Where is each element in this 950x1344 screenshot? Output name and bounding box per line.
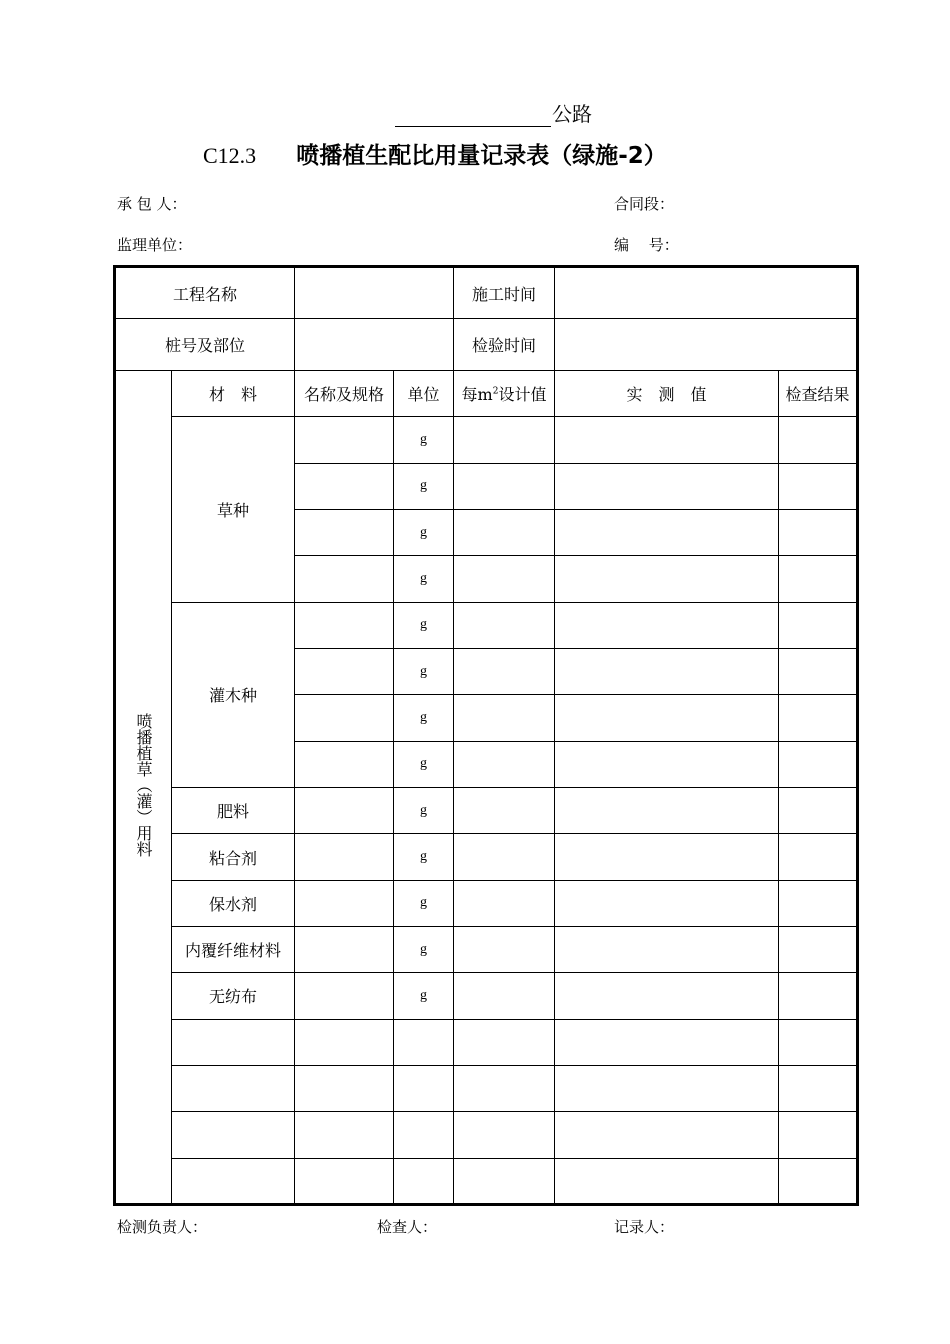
table-row	[115, 834, 858, 880]
group-fiber: 内覆纤维材料	[172, 927, 295, 973]
design-cell[interactable]	[454, 973, 555, 1019]
name-spec-cell[interactable]	[295, 510, 394, 556]
material-cell[interactable]	[172, 1065, 295, 1111]
table-row	[115, 602, 858, 648]
table-row	[115, 417, 858, 463]
result-cell[interactable]	[779, 649, 858, 695]
form-code: C12.3	[203, 143, 257, 168]
table-row	[115, 1065, 858, 1111]
result-cell[interactable]	[779, 741, 858, 787]
mix-record-table	[113, 265, 859, 1206]
unit-cell: g	[394, 649, 454, 695]
result-cell[interactable]	[779, 556, 858, 602]
design-cell[interactable]	[454, 1065, 555, 1111]
design-cell[interactable]	[454, 649, 555, 695]
design-cell[interactable]	[454, 741, 555, 787]
name-spec-cell[interactable]	[295, 602, 394, 648]
inspection-time-value[interactable]	[555, 319, 858, 371]
design-cell[interactable]	[454, 1019, 555, 1065]
table-row	[115, 788, 858, 834]
form-name: 喷播植生配比用量记录表（绿施-2）	[296, 143, 667, 169]
name-spec-cell[interactable]	[295, 1158, 394, 1204]
road-name-header	[395, 98, 592, 127]
tester-label: 检测负责人：	[117, 1218, 208, 1236]
unit-cell: g	[394, 927, 454, 973]
supervisor-label: 监理单位：	[117, 236, 193, 254]
road-suffix: 公路	[552, 102, 592, 126]
side-label: 喷播植草（灌）用料	[134, 713, 153, 858]
table-row	[115, 927, 858, 973]
col-result: 检查结果	[779, 371, 858, 417]
design-cell[interactable]	[454, 880, 555, 926]
result-cell[interactable]	[779, 880, 858, 926]
table-row	[115, 1158, 858, 1204]
name-spec-cell[interactable]	[295, 834, 394, 880]
col-material: 材 料	[172, 371, 295, 417]
result-cell[interactable]	[779, 788, 858, 834]
result-cell[interactable]	[779, 1019, 858, 1065]
material-cell[interactable]	[172, 1158, 295, 1204]
contractor-label: 承 包 人：	[117, 195, 187, 213]
table-row	[115, 1112, 858, 1158]
measured-cell[interactable]	[555, 1112, 779, 1158]
name-spec-cell[interactable]	[295, 880, 394, 926]
design-cell[interactable]	[454, 1112, 555, 1158]
table-row	[115, 880, 858, 926]
form-title	[203, 137, 667, 170]
name-spec-cell[interactable]	[295, 741, 394, 787]
road-name-blank[interactable]	[395, 104, 551, 127]
col-name-spec: 名称及规格	[295, 371, 394, 417]
design-cell[interactable]	[454, 602, 555, 648]
result-cell[interactable]	[779, 417, 858, 463]
result-cell[interactable]	[779, 510, 858, 556]
result-cell[interactable]	[779, 834, 858, 880]
name-spec-cell[interactable]	[295, 1112, 394, 1158]
measured-cell[interactable]	[555, 1019, 779, 1065]
result-cell[interactable]	[779, 1065, 858, 1111]
measured-cell[interactable]	[555, 1158, 779, 1204]
design-cell[interactable]	[454, 1158, 555, 1204]
group-fertilizer: 肥料	[172, 788, 295, 834]
construction-time-label: 施工时间	[454, 267, 555, 319]
table-row	[115, 973, 858, 1019]
design-cell[interactable]	[454, 463, 555, 509]
result-cell[interactable]	[779, 463, 858, 509]
recorder-label: 记录人：	[614, 1218, 675, 1236]
name-spec-cell[interactable]	[295, 463, 394, 509]
measured-cell[interactable]	[555, 417, 779, 463]
result-cell[interactable]	[779, 1112, 858, 1158]
contract-section-label: 合同段：	[614, 195, 675, 213]
number-label: 编 号：	[614, 236, 679, 254]
material-cell[interactable]	[172, 1112, 295, 1158]
measured-cell[interactable]	[555, 649, 779, 695]
unit-cell: g	[394, 741, 454, 787]
unit-cell: g	[394, 510, 454, 556]
design-cell[interactable]	[454, 510, 555, 556]
unit-cell: g	[394, 556, 454, 602]
measured-cell[interactable]	[555, 741, 779, 787]
project-name-label: 工程名称	[115, 267, 295, 319]
measured-cell[interactable]	[555, 927, 779, 973]
measured-cell[interactable]	[555, 695, 779, 741]
group-shrub-seed: 灌木种	[172, 602, 295, 787]
name-spec-cell[interactable]	[295, 788, 394, 834]
unit-cell: g	[394, 973, 454, 1019]
result-cell[interactable]	[779, 602, 858, 648]
side-label-cell	[115, 371, 172, 1205]
unit-cell[interactable]	[394, 1158, 454, 1204]
unit-cell: g	[394, 417, 454, 463]
unit-cell[interactable]	[394, 1065, 454, 1111]
group-binder: 粘合剂	[172, 834, 295, 880]
construction-time-value[interactable]	[555, 267, 858, 319]
measured-cell[interactable]	[555, 602, 779, 648]
unit-cell: g	[394, 880, 454, 926]
unit-cell: g	[394, 834, 454, 880]
unit-cell[interactable]	[394, 1019, 454, 1065]
group-water-retainer: 保水剂	[172, 880, 295, 926]
unit-cell[interactable]	[394, 1112, 454, 1158]
design-cell[interactable]	[454, 556, 555, 602]
design-cell[interactable]	[454, 927, 555, 973]
measured-cell[interactable]	[555, 463, 779, 509]
project-row	[115, 267, 858, 319]
station-row	[115, 319, 858, 371]
measured-cell[interactable]	[555, 834, 779, 880]
measured-cell[interactable]	[555, 788, 779, 834]
result-cell[interactable]	[779, 695, 858, 741]
design-cell[interactable]	[454, 417, 555, 463]
col-measured: 实 测 值	[555, 371, 779, 417]
table-row	[115, 1019, 858, 1065]
unit-cell: g	[394, 463, 454, 509]
design-cell[interactable]	[454, 695, 555, 741]
name-spec-cell[interactable]	[295, 556, 394, 602]
col-design-value: 每$m^2$设计值	[454, 371, 555, 417]
col-unit: 单位	[394, 371, 454, 417]
unit-cell: g	[394, 602, 454, 648]
measured-cell[interactable]	[555, 973, 779, 1019]
measured-cell[interactable]	[555, 510, 779, 556]
name-spec-cell[interactable]	[295, 1019, 394, 1065]
measured-cell[interactable]	[555, 556, 779, 602]
station-label: 桩号及部位	[115, 319, 295, 371]
group-grass-seed: 草种	[172, 417, 295, 602]
name-spec-cell[interactable]	[295, 1065, 394, 1111]
result-cell[interactable]	[779, 1158, 858, 1204]
measured-cell[interactable]	[555, 880, 779, 926]
name-spec-cell[interactable]	[295, 695, 394, 741]
checker-label: 检查人：	[377, 1218, 438, 1236]
design-cell[interactable]	[454, 788, 555, 834]
name-spec-cell[interactable]	[295, 649, 394, 695]
measured-cell[interactable]	[555, 1065, 779, 1111]
station-value[interactable]	[295, 319, 454, 371]
name-spec-cell[interactable]	[295, 417, 394, 463]
column-header-row	[115, 371, 858, 417]
name-spec-cell[interactable]	[295, 973, 394, 1019]
project-name-value[interactable]	[295, 267, 454, 319]
material-cell[interactable]	[172, 1019, 295, 1065]
design-cell[interactable]	[454, 834, 555, 880]
name-spec-cell[interactable]	[295, 927, 394, 973]
unit-cell: g	[394, 695, 454, 741]
inspection-time-label: 检验时间	[454, 319, 555, 371]
result-cell[interactable]	[779, 927, 858, 973]
group-nonwoven: 无纺布	[172, 973, 295, 1019]
unit-cell: g	[394, 788, 454, 834]
result-cell[interactable]	[779, 973, 858, 1019]
